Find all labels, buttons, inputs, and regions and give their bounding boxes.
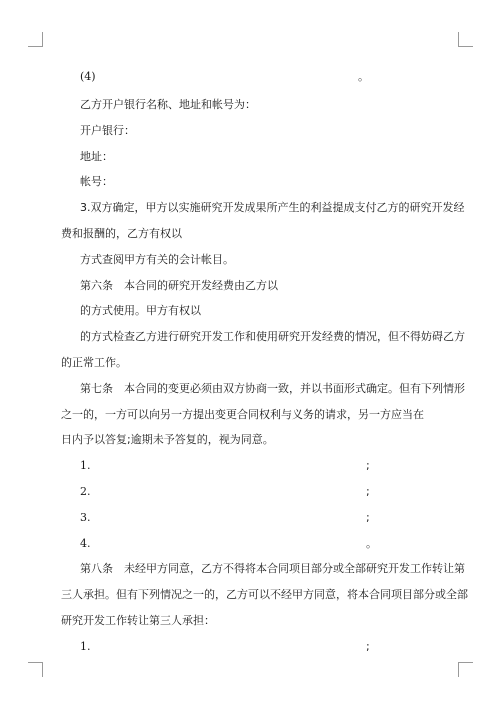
clause-3-line-2: 费和报酬的，乙方有权以 (61, 227, 182, 240)
bank-account-label: 帐号： (80, 175, 113, 188)
clause-item-4: (4) (80, 70, 96, 83)
article-8-line-1: 第八条 未经甲方同意，乙方不得将本合同项目部分或全部研究开发工作转让第 (80, 562, 465, 575)
item-2-end-mark: ; (366, 485, 370, 498)
item-1-end-mark: ; (366, 459, 370, 472)
article-7-item-4: 4. (80, 537, 91, 550)
art8-item-1-end-mark: ; (366, 640, 370, 653)
article-7-line-3: 日内予以答复;逾期未予答复的，视为同意。 (61, 433, 274, 446)
page-corner-mark-top-left (28, 32, 43, 47)
article-8-line-2: 三人承担。但有下列情况之一的，乙方可以不经甲方同意，将本合同项目部分或全部 (61, 588, 468, 601)
clause-end-mark: 。 (358, 70, 369, 83)
article-7-line-1: 第七条 本合同的变更必须由双方协商一致，并以书面形式确定。但有下列情形 (80, 382, 465, 395)
bank-name-label: 开户银行： (80, 124, 135, 137)
article-8-item-1: 1. (80, 640, 91, 653)
clause-3-line-3: 方式查阅甲方有关的会计帐目。 (80, 253, 234, 266)
item-3-end-mark: ; (366, 511, 370, 524)
article-6-line-4: 的正常工作。 (61, 356, 127, 369)
article-8-line-3: 研究开发工作转让第三人承担： (61, 614, 215, 627)
item-4-end-mark: 。 (366, 537, 377, 550)
article-7-line-2: 之一的，一方可以向另一方提出变更合同权利与义务的请求，另一方应当在 (61, 408, 424, 421)
article-7-item-1: 1. (80, 459, 91, 472)
article-6-line-1: 第六条 本合同的研究开发经费由乙方以 (80, 279, 278, 292)
article-7-item-3: 3. (80, 511, 91, 524)
bank-address-label: 地址： (80, 150, 113, 163)
page-corner-mark-bottom-right (458, 662, 473, 677)
page-corner-mark-top-right (458, 32, 473, 47)
article-6-line-3: 的方式检查乙方进行研究开发工作和使用研究开发经费的情况，但不得妨碍乙方 (80, 330, 465, 343)
article-7-item-2: 2. (80, 485, 91, 498)
page-corner-mark-bottom-left (28, 662, 43, 677)
article-6-line-2: 的方式使用。甲方有权以 (80, 304, 201, 317)
bank-info-heading: 乙方开户银行名称、地址和帐号为： (80, 98, 256, 111)
clause-3-line-1: 3.双方确定，甲方以实施研究开发成果所产生的利益提成支付乙方的研究开发经 (80, 201, 465, 214)
